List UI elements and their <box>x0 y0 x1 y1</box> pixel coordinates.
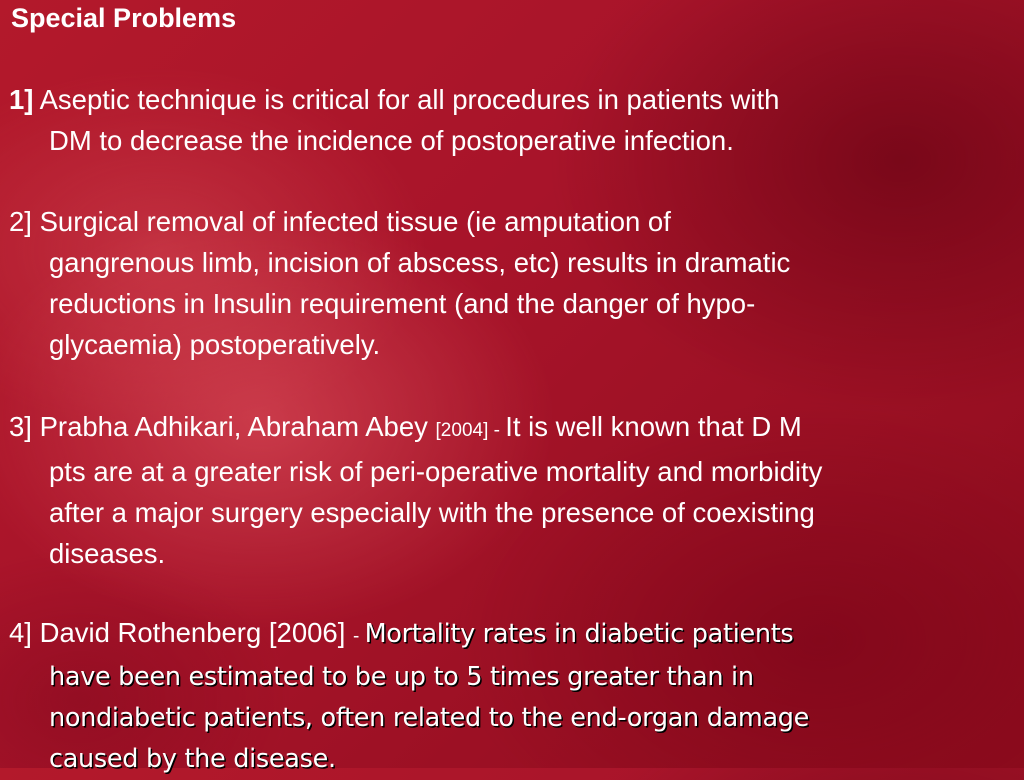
list-item-4-line-1 <box>9 612 1019 657</box>
list-item-4-text-1: Mortality rates in diabetic patients <box>364 619 794 649</box>
list-item-1-text-1: Aseptic technique is critical for all procedures in patients with <box>33 84 780 115</box>
list-item-4-authors: David Rothenberg [2006] <box>31 617 353 648</box>
list-item-2-text-2: gangrenous limb, incision of abscess, etc) results in dramatic <box>49 247 791 278</box>
list-item-4 <box>9 612 1019 780</box>
list-item-1-line-1 <box>9 79 1019 120</box>
list-item-2-text-3: reductions in Insulin requirement (and the danger of hypo- <box>49 288 756 319</box>
list-item-3-text-2: pts are at a greater risk of peri-operative mortality and morbidity <box>49 456 823 487</box>
list-item-4-number: 4] <box>9 617 32 648</box>
list-item-2-text-4: glycaemia) postoperatively. <box>49 329 381 360</box>
list-item-4-text-3: nondiabetic patients, often related to the end-organ damage <box>49 703 810 733</box>
list-item-2-line-1 <box>9 201 1019 242</box>
list-item-3-text-4: diseases. <box>49 538 166 569</box>
list-item-1-text-2: DM to decrease the incidence of postoperative infection. <box>49 125 734 156</box>
slide-title: Special Problems <box>11 3 237 33</box>
list-item-2-number: 2] <box>9 206 32 237</box>
list-item-4-text-2: have been estimated to be up to 5 times greater than in <box>49 662 754 692</box>
list-item-3-text-3: after a major surgery especially with the presence of coexisting <box>49 497 815 528</box>
list-item-2 <box>9 201 1019 365</box>
list-item-1-number: 1] <box>9 84 34 115</box>
list-item-1 <box>9 79 1019 161</box>
list-item-3 <box>9 406 1019 574</box>
list-item-3-year: [2004] - <box>435 420 506 441</box>
list-item-3-authors: Prabha Adhikari, Abraham Abey <box>31 411 436 442</box>
list-item-4-dash: - <box>352 626 365 647</box>
list-item-3-line-1 <box>9 406 1019 451</box>
list-item-2-text-1: Surgical removal of infected tissue (ie amputation of <box>31 206 671 237</box>
list-item-4-text-4: caused by the disease. <box>49 744 336 774</box>
list-item-3-text-1: It is well known that D M <box>505 411 802 442</box>
list-item-3-number: 3] <box>9 411 32 442</box>
